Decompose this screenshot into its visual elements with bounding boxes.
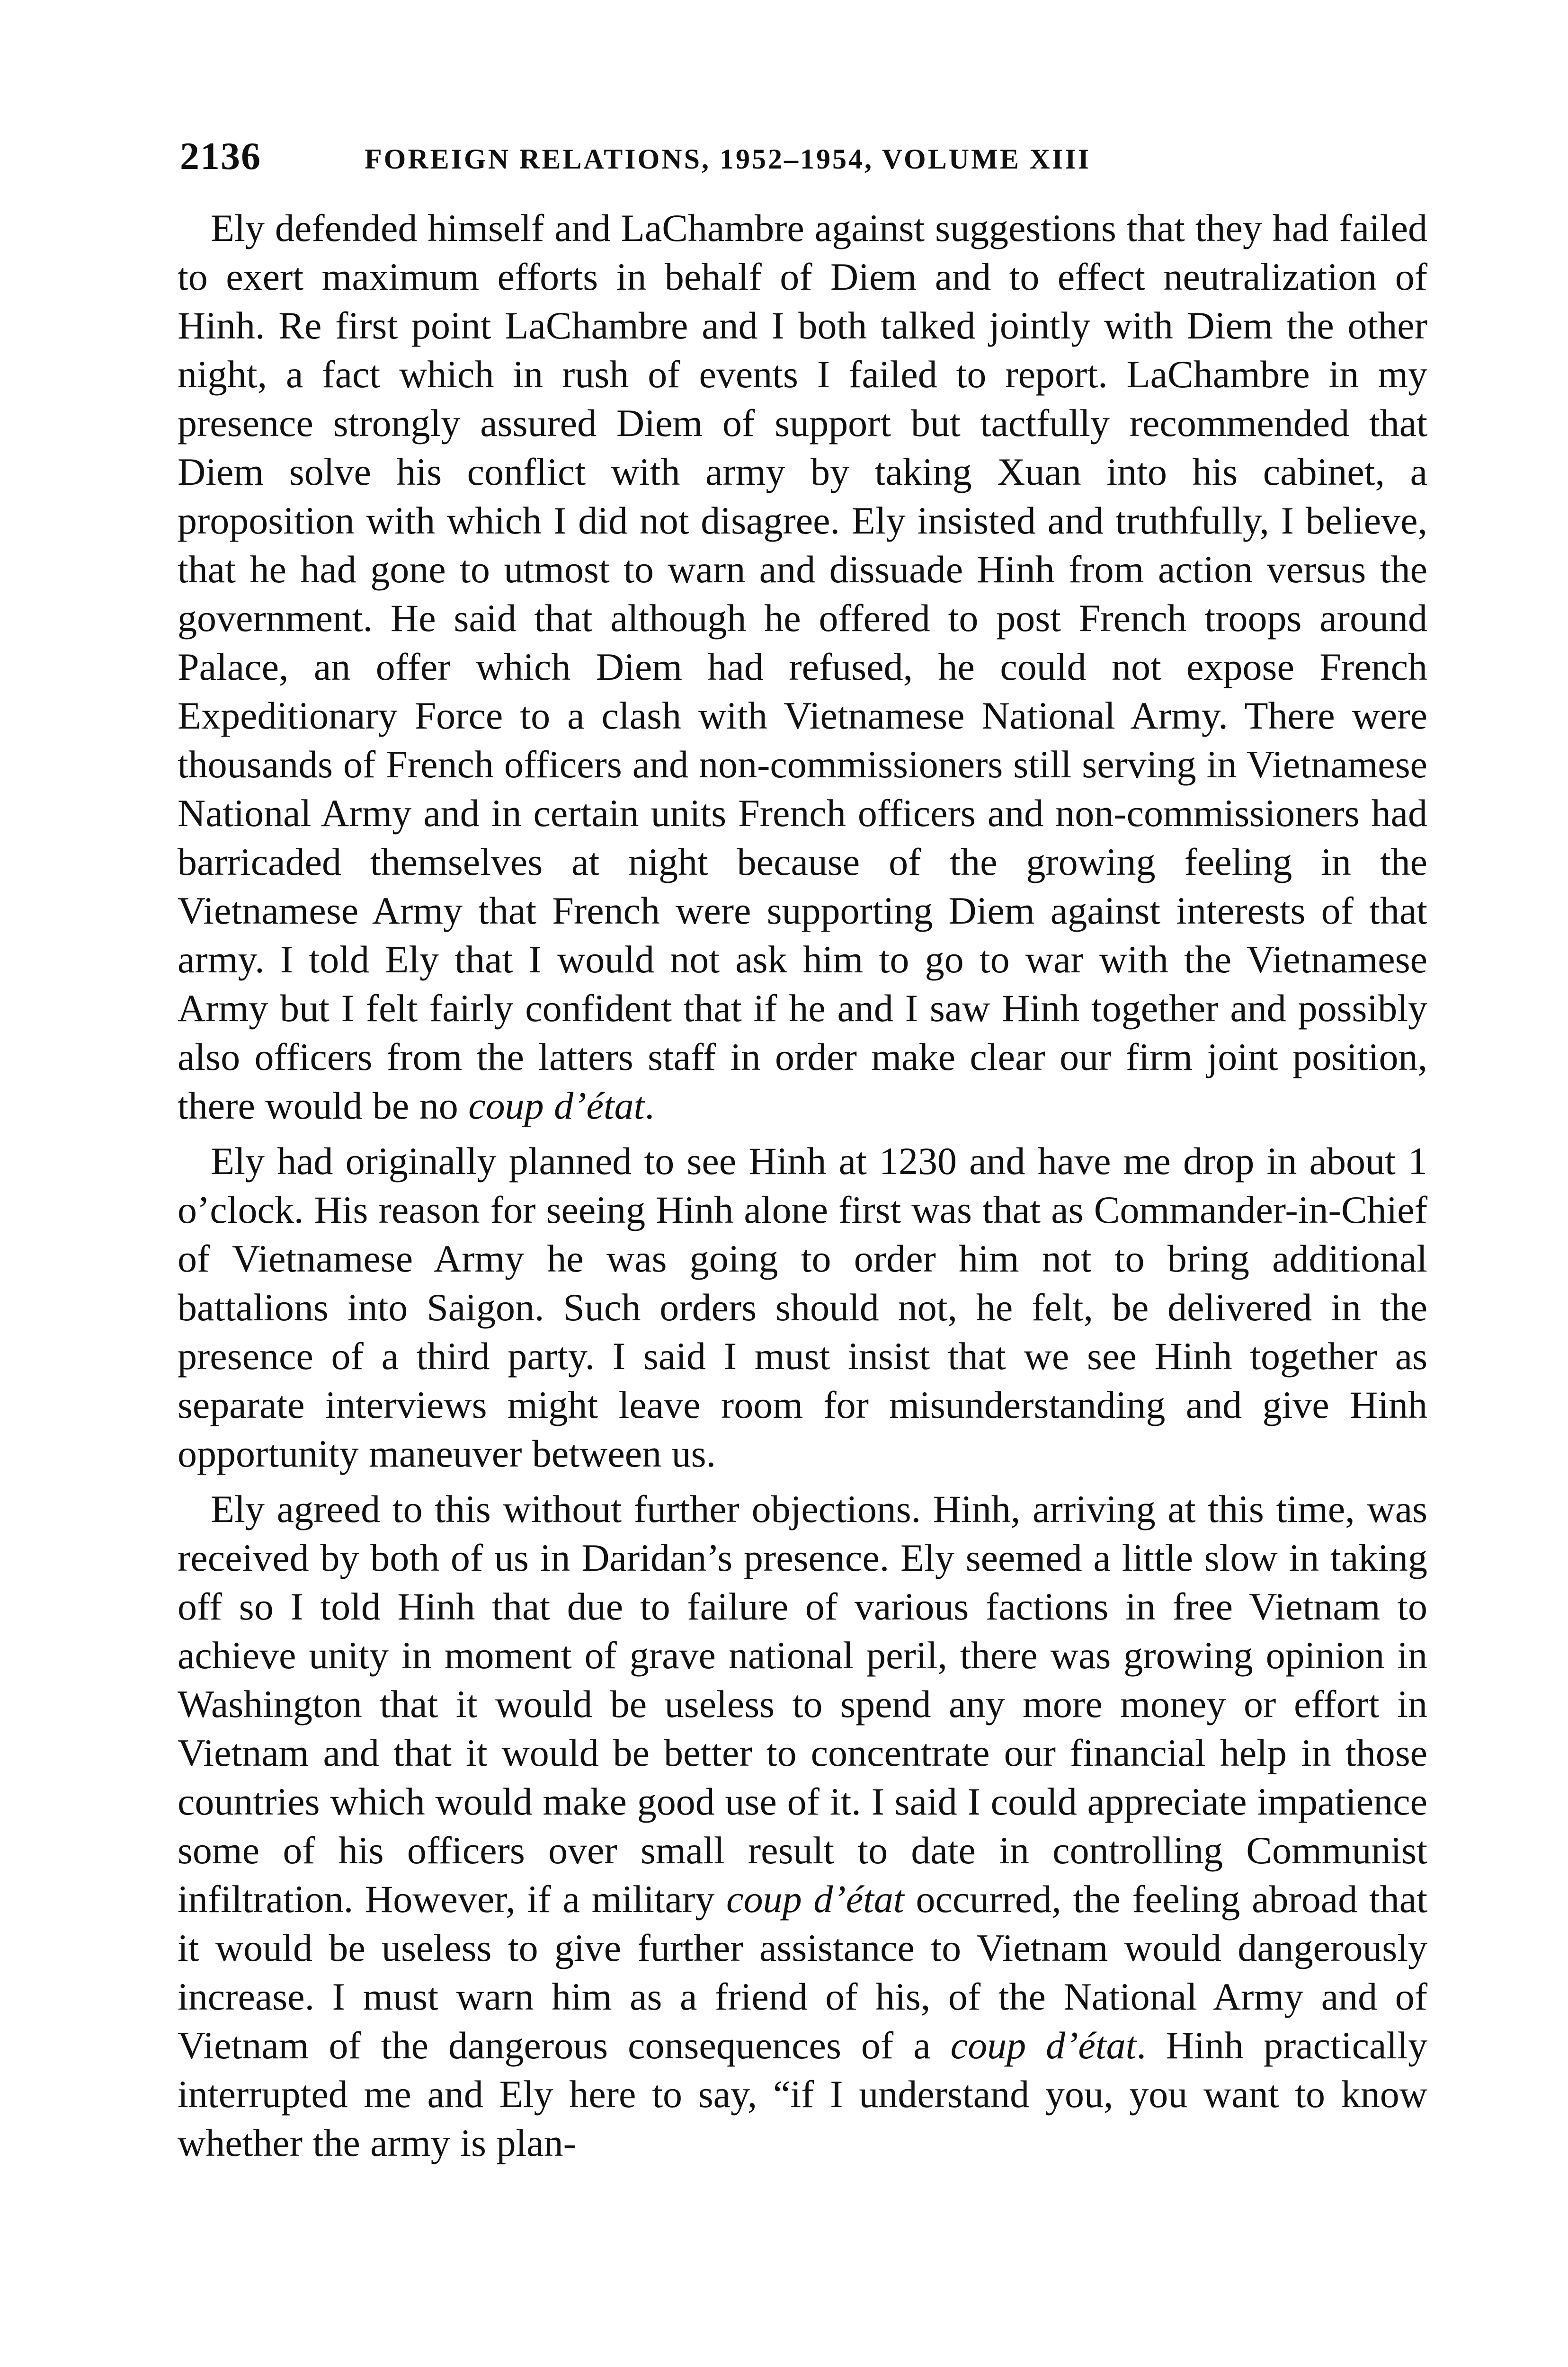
text-run: .	[644, 1084, 654, 1127]
text-run: . Hinh practically interrupted me and Ely here to say, “if I understand you, you want to know whether the army is plan-	[178, 2024, 1427, 2164]
text-run: Ely had originally planned to see Hinh at 1230 and have me drop in about 1 o’clock. His reason for seeing Hinh alone first was that as Commander-in-Chief of Vietnamese Army he was going to order him not to bring additional battalions into Saigon. Such orders should not, he felt, be delivered in the presence of a third party. I said I must insist that we see Hinh together as separate interviews might leave room for misunderstanding and give Hinh opportunity maneuver between us.	[178, 1139, 1427, 1475]
paragraph	[178, 1137, 1427, 1478]
page-header	[180, 133, 1430, 180]
text-run: Ely defended himself and LaChambre against suggestions that they had failed to exert maximum efforts in behalf of Diem and to effect neutralization of Hinh. Re first point LaChambre and I both talked jointly with Diem the other night, a fact which in rush of events I failed to report. LaChambre in my presence strongly assured Diem of support but tactfully recommended that Diem solve his conflict with army by taking Xuan into his cabinet, a proposition with which I did not disagree. Ely insisted and truthfully, I believe, that he had gone to utmost to warn and dissuade Hinh from action versus the government. He said that although he offered to post French troops around Palace, an offer which Diem had refused, he could not expose French Expeditionary Force to a clash with Vietnamese National Army. There were thousands of French officers and non-commissioners still serving in Vietnamese National Army and in certain units French officers and non-commissioners had barricaded themselves at night because of the growing feeling in the Vietnamese Army that French were supporting Diem against interests of that army. I told Ely that I would not ask him to go to war with the Vietnamese Army but I felt fairly confident that if he and I saw Hinh together and possibly also officers from the latters staff in order make clear our firm joint position, there would be no	[178, 206, 1427, 1127]
italic-term: coup d’état	[726, 1878, 904, 1921]
text-run: occurred, the feeling abroad that it would be useless to give further assistance to Vietnam would dangerously increase. I must warn him as a friend of his, of the National Army and of Vietnam of the dangerous consequences of a	[178, 1878, 1427, 2067]
paragraph	[178, 204, 1427, 1130]
text-run: Ely agreed to this without further objections. Hinh, arriving at this time, was received by both of us in Daridan’s presence. Ely seemed a little slow in taking off so I told Hinh that due to failure of various factions in free Vietnam to achieve unity in moment of grave national peril, there was growing opinion in Washington that it would be useless to spend any more money or effort in Vietnam and that it would be better to concentrate our financial help in those countries which would make good use of it. I said I could appreciate impatience some of his officers over small result to date in controlling Communist infiltration. However, if a military	[178, 1487, 1427, 1921]
paragraph	[178, 1485, 1427, 2167]
body-text	[178, 204, 1427, 2174]
page-number: 2136	[180, 134, 261, 178]
italic-term: coup d’état	[950, 2024, 1137, 2067]
running-title: FOREIGN RELATIONS, 1952–1954, VOLUME XIII	[365, 143, 1091, 175]
italic-term: coup d’état	[468, 1084, 645, 1127]
